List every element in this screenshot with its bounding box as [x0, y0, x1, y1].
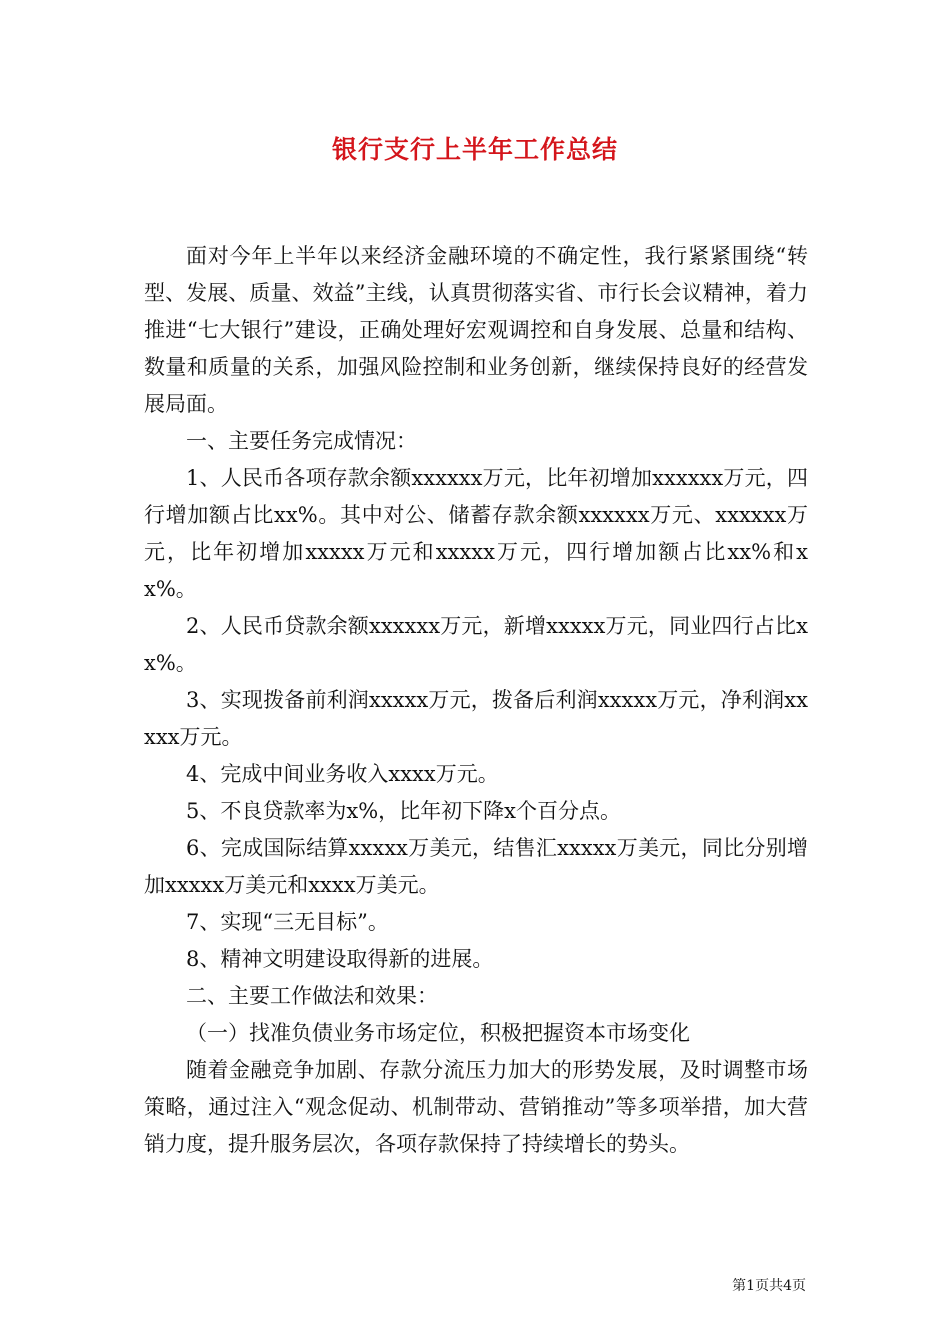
section-heading-2: 二、主要工作做法和效果：	[186, 984, 438, 1008]
list-item-7: 7、实现“三无目标”。	[186, 910, 389, 934]
list-item-4: 4、完成中间业务收入xxxx万元。	[186, 762, 499, 786]
list-item-3: 3、实现拨备前利润xxxxx万元，拨备后利润xxxxx万元，净利润xxxxx万元。	[144, 688, 808, 749]
list-item-5: 5、不良贷款率为x%，比年初下降x个百分点。	[186, 799, 621, 823]
list-item-2: 2、人民币贷款余额xxxxxx万元，新增xxxxx万元，同业四行占比xx%。	[144, 614, 808, 675]
list-item-8: 8、精神文明建设取得新的进展。	[186, 947, 494, 971]
subsection-heading-1: （一）找准负债业务市场定位，积极把握资本市场变化	[186, 1021, 690, 1045]
list-item-1: 1、人民币各项存款余额xxxxxx万元，比年初增加xxxxxx万元，四行增加额占比xx%。其中对公、储蓄存款余额xxxxxx万元、xxxxxx万元，比年初增加xxxxx万元和xxxxx万元，四行增加额占比xx%和xx%。	[144, 466, 808, 601]
document-title: 银行支行上半年工作总结	[331, 135, 618, 164]
document-body	[144, 238, 808, 1163]
section-heading-1: 一、主要任务完成情况：	[186, 429, 417, 453]
page-number: 第1页共4页	[732, 1278, 806, 1294]
paragraph-intro: 面对今年上半年以来经济金融环境的不确定性，我行紧紧围绕“转型、发展、质量、效益”主线，认真贯彻落实省、市行长会议精神，着力推进“七大银行”建设，正确处理好宏观调控和自身发展、总量和结构、数量和质量的关系，加强风险控制和业务创新，继续保持良好的经营发展局面。	[144, 244, 808, 416]
paragraph-body: 随着金融竞争加剧、存款分流压力加大的形势发展，及时调整市场策略，通过注入“观念促动、机制带动、营销推动”等多项举措，加大营销力度，提升服务层次，各项存款保持了持续增长的势头。	[144, 1058, 808, 1156]
list-item-6: 6、完成国际结算xxxxx万美元，结售汇xxxxx万美元，同比分别增加xxxxx万美元和xxxx万美元。	[144, 836, 808, 897]
